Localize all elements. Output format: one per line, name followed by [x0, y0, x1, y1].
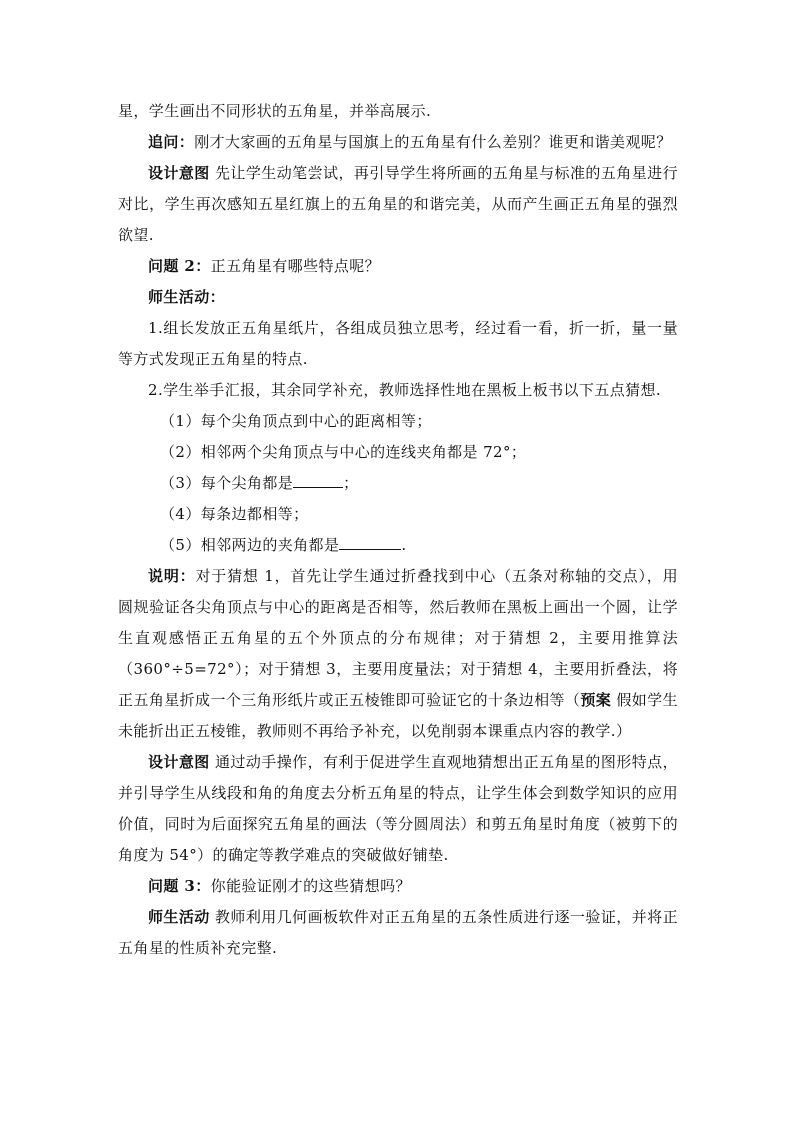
conjecture-5-end: .: [401, 536, 407, 554]
question-3-text: 你能验证刚才的这些猜想吗？: [210, 877, 411, 895]
follow-up-text: 刚才大家画的五角星与国旗上的五角星有什么差别？谁更和谐美观呢？: [194, 133, 672, 151]
paragraph-activity-1: [118, 313, 678, 375]
paragraph-activity-label: [118, 282, 678, 313]
intro-text: 星，学生画出不同形状的五角星，并举高展示.: [118, 102, 432, 120]
note-plan-text: 假如学生未能折出正五棱锥，教师则不再给予补充，以免削弱本课重点内容的教学.）: [118, 691, 678, 740]
paragraph-design-intent-1: [118, 158, 678, 251]
conjecture-1: [118, 406, 678, 437]
follow-up-label: 追问：: [148, 133, 195, 151]
design-intent-text: 先让学生动笔尝试，再引导学生将所画的五角星与标准的五角星进行对比，学生再次感知五星红旗上的五角星的和谐完美，从而产生画正五角星的强烈欲望.: [118, 164, 678, 244]
paragraph-question-3: [118, 871, 678, 902]
question-2-label: 问题 2：: [148, 257, 211, 275]
document-page: [118, 96, 678, 964]
activity-2-text: 2.学生举手汇报，其余同学补充，教师选择性地在黑板上板书以下五点猜想.: [148, 381, 662, 399]
note-text: 对于猜想 1，首先让学生通过折叠找到中心（五条对称轴的交点），用圆规验证各尖角顶点与中心的距离是否相等，然后教师在黑板上画出一个圆，让学生直观感悟正五角星的五个外顶点的分布规律；对于猜想 2，主要用推算法（360°÷5=72°）；对于猜想 3，主要用度量法；对于猜想 4，主要用折叠法，将正五角星折成一个三角形纸片或正五棱锥即可验证它的十条边相等（: [118, 567, 678, 709]
conjecture-5-blank: [339, 535, 401, 550]
activity-1-text: 1.组长发放正五角星纸片，各组成员独立思考，经过看一看，折一折，量一量等方式发现正五角星的特点.: [118, 319, 678, 368]
conjecture-3: [118, 468, 678, 499]
conjecture-5: [118, 530, 678, 561]
conjecture-3-text: （3）每个尖角都是: [160, 474, 294, 492]
design-intent-2-label: 设计意图: [148, 753, 210, 771]
conjecture-4: [118, 499, 678, 530]
paragraph-activity-2: [118, 375, 678, 406]
paragraph-design-intent-2: [118, 747, 678, 871]
activity-label: 师生活动：: [148, 288, 226, 306]
activity-3-text: 教师利用几何画板软件对正五角星的五条性质进行逐一验证，并将正五角星的性质补充完整.: [118, 908, 678, 957]
conjecture-3-end: ；: [343, 474, 359, 492]
question-3-label: 问题 3：: [148, 877, 211, 895]
note-plan-label: 预案: [580, 691, 612, 709]
conjecture-4-text: （4）每条边都相等；: [160, 505, 309, 523]
paragraph-intro: [118, 96, 678, 127]
conjecture-2-text: （2）相邻两个尖角顶点与中心的连线夹角都是 72°；: [160, 443, 527, 461]
note-label: 说明：: [148, 567, 196, 585]
design-intent-2-text: 通过动手操作，有利于促进学生直观地猜想出正五角星的图形特点，并引导学生从线段和角的角度去分析五角星的特点，让学生体会到数学知识的应用价值，同时为后面探究五角星的画法（等分圆周法）和剪五角星时角度（被剪下的角度为 54°）的确定等教学难点的突破做好铺垫.: [118, 753, 678, 864]
paragraph-activity-3: [118, 902, 678, 964]
question-2-text: 正五角星有哪些特点呢？: [210, 257, 381, 275]
conjecture-3-blank: [293, 473, 343, 488]
paragraph-question-2: [118, 251, 678, 282]
paragraph-follow-up: [118, 127, 678, 158]
conjecture-2: [118, 437, 678, 468]
paragraph-note: [118, 561, 678, 747]
activity-3-label: 师生活动: [148, 908, 210, 926]
conjecture-1-text: （1）每个尖角顶点到中心的距离相等；: [160, 412, 432, 430]
conjecture-5-text: （5）相邻两边的夹角都是: [160, 536, 340, 554]
design-intent-label: 设计意图: [148, 164, 210, 182]
